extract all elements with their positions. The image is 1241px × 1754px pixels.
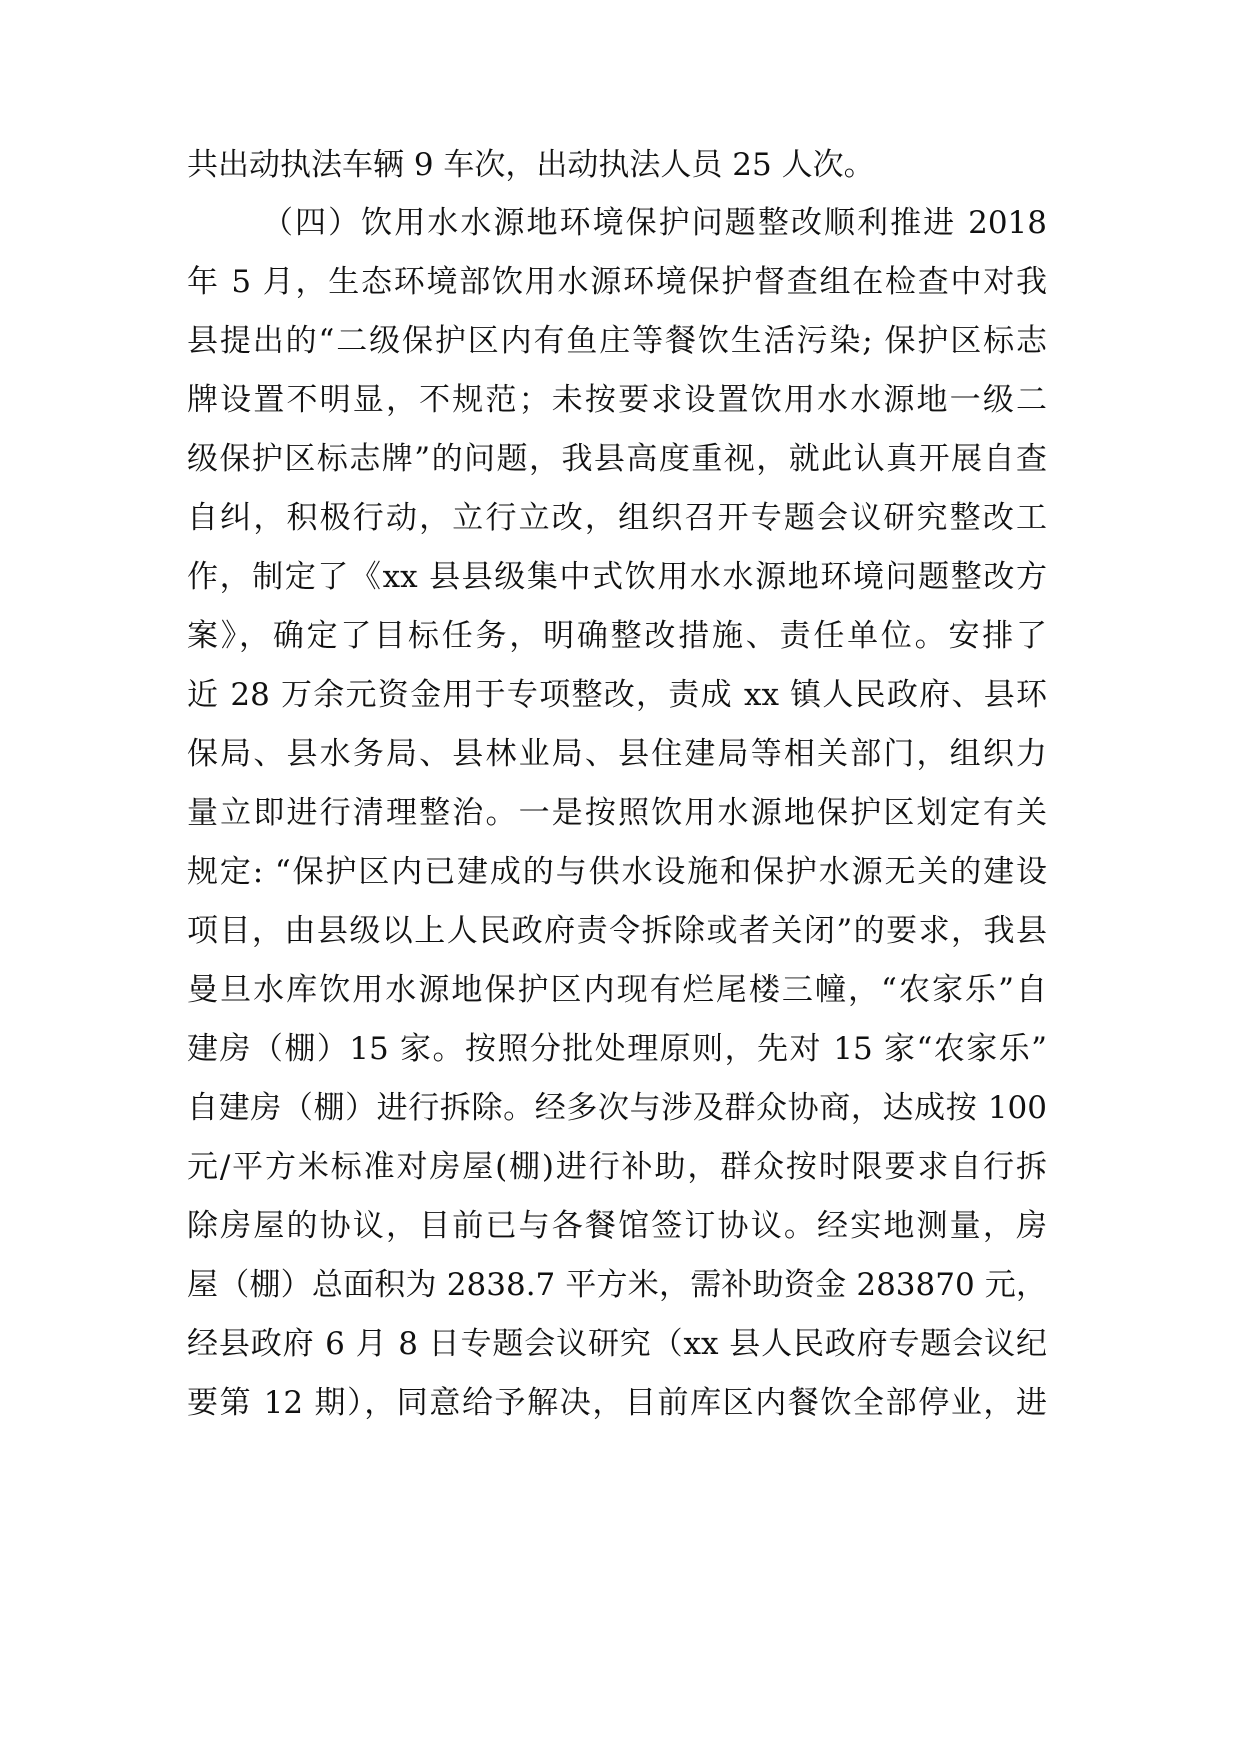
text-line-12: 量立即进行清理整治。一是按照饮用水源地保护区划定有关 <box>187 795 1047 831</box>
text-line-19: 除房屋的协议，目前已与各餐馆签订协议。经实地测量，房 <box>187 1208 1047 1244</box>
text-line-1: 共出动执法车辆 9 车次，出动执法人员 25 人次。 <box>187 147 875 183</box>
text-line-13: 规定: “保护区内已建成的与供水设施和保护水源无关的建设 <box>187 854 1047 890</box>
text-line-11: 保局、县水务局、县林业局、县住建局等相关部门，组织力 <box>187 736 1047 772</box>
text-line-3: 年 5 月，生态环境部饮用水源环境保护督查组在检查中对我 <box>187 264 1047 300</box>
text-line-14: 项目，由县级以上人民政府责令拆除或者关闭”的要求，我县 <box>187 913 1047 949</box>
text-line-15: 曼旦水库饮用水源地保护区内现有烂尾楼三幢，“农家乐”自 <box>187 972 1047 1008</box>
section-heading-line: （四）饮用水水源地环境保护问题整改顺利推进 2018 <box>262 205 1047 241</box>
text-line-5: 牌设置不明显，不规范；未按要求设置饮用水水源地一级二 <box>187 382 1047 418</box>
text-line-9: 案》，确定了目标任务，明确整改措施、责任单位。安排了 <box>187 618 1047 654</box>
text-line-17: 自建房（棚）进行拆除。经多次与涉及群众协商，达成按 100 <box>187 1090 1047 1126</box>
text-line-8: 作，制定了《xx 县县级集中式饮用水水源地环境问题整改方 <box>187 559 1047 595</box>
text-line-16: 建房（棚）15 家。按照分批处理原则，先对 15 家“农家乐” <box>187 1031 1047 1067</box>
text-line-10: 近 28 万余元资金用于专项整改，责成 xx 镇人民政府、县环 <box>187 677 1047 713</box>
text-line-4: 县提出的“二级保护区内有鱼庄等餐饮生活污染; 保护区标志 <box>187 323 1047 359</box>
text-line-21: 经县政府 6 月 8 日专题会议研究（xx 县人民政府专题会议纪 <box>187 1326 1047 1362</box>
text-line-20: 屋（棚）总面积为 2838.7 平方米，需补助资金 283870 元， <box>187 1267 1047 1303</box>
text-line-6: 级保护区标志牌”的问题，我县高度重视，就此认真开展自查 <box>187 441 1047 477</box>
text-line-18: 元/平方米标准对房屋(棚)进行补助，群众按时限要求自行拆 <box>187 1149 1047 1185</box>
text-line-22: 要第 12 期），同意给予解决，目前库区内餐饮全部停业，进 <box>187 1385 1047 1421</box>
text-line-7: 自纠，积极行动，立行立改，组织召开专题会议研究整改工 <box>187 500 1047 536</box>
